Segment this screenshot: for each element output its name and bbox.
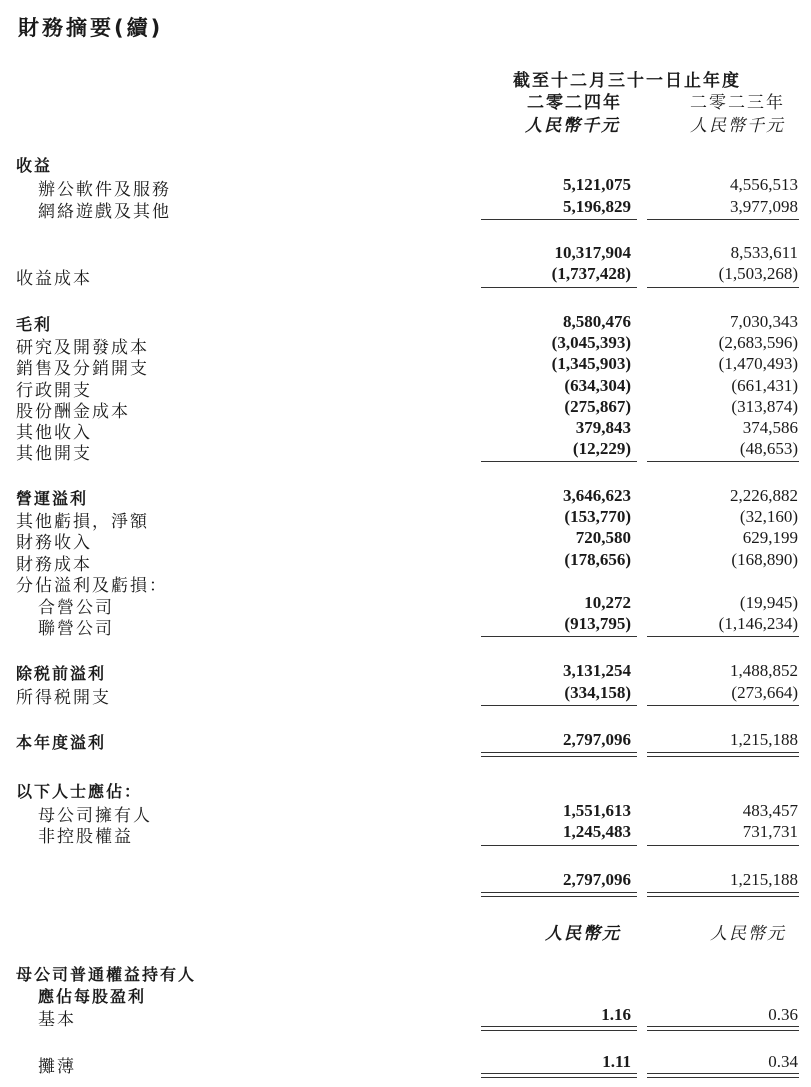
value-2024: 3,646,623 bbox=[563, 486, 631, 505]
year-2023-header: 二零二三年 bbox=[690, 93, 785, 113]
value-2023: (48,653) bbox=[739, 439, 798, 458]
double-divider bbox=[647, 1073, 799, 1078]
value-2024: 10,317,904 bbox=[554, 243, 631, 262]
row-label: 網絡遊戲及其他 bbox=[38, 202, 171, 222]
table-row bbox=[0, 801, 811, 826]
row-label: 合營公司 bbox=[38, 598, 114, 618]
value-2024: 1,245,483 bbox=[563, 822, 631, 841]
value-2024: 720,580 bbox=[575, 528, 631, 547]
value-2023: (2,683,596) bbox=[718, 333, 798, 352]
value-2024: (334,158) bbox=[564, 683, 631, 702]
double-divider bbox=[481, 1026, 637, 1031]
table-row bbox=[0, 418, 811, 443]
divider bbox=[647, 219, 799, 220]
double-divider bbox=[481, 752, 637, 757]
divider bbox=[481, 219, 637, 220]
value-2024: 2,797,096 bbox=[563, 730, 631, 749]
row-label: 母公司普通權益持有人 bbox=[16, 965, 197, 984]
value-2023: (661,431) bbox=[731, 376, 798, 395]
table-row bbox=[0, 870, 811, 892]
row-label: 收益 bbox=[16, 156, 53, 175]
divider bbox=[647, 287, 799, 288]
row-label: 基本 bbox=[38, 1010, 76, 1030]
value-2023: 4,556,513 bbox=[730, 175, 798, 194]
row-label: 其他收入 bbox=[16, 423, 92, 443]
row-label: 非控股權益 bbox=[38, 827, 133, 847]
value-2024: (275,867) bbox=[564, 397, 631, 416]
value-2024: 2,797,096 bbox=[563, 870, 631, 889]
row-label: 聯營公司 bbox=[38, 619, 114, 639]
row-label: 除税前溢利 bbox=[16, 664, 107, 683]
divider bbox=[481, 845, 637, 846]
value-2023: 1,215,188 bbox=[730, 870, 798, 889]
row-label: 毛利 bbox=[16, 315, 53, 334]
value-2024: (634,304) bbox=[564, 376, 631, 395]
row-label: 應佔每股盈利 bbox=[38, 987, 147, 1006]
row-label: 其他開支 bbox=[16, 444, 92, 464]
value-2024: 1.16 bbox=[601, 1005, 631, 1024]
row-label: 其他虧損，淨額 bbox=[16, 512, 149, 532]
value-2023: 7,030,343 bbox=[730, 312, 798, 331]
row-label: 營運溢利 bbox=[16, 489, 89, 508]
row-label: 研究及開發成本 bbox=[16, 338, 149, 358]
revenue-heading-row bbox=[0, 153, 811, 175]
double-divider bbox=[647, 1026, 799, 1031]
table-row bbox=[0, 397, 811, 422]
table-row bbox=[0, 1005, 811, 1030]
table-row bbox=[0, 730, 811, 752]
double-divider bbox=[481, 892, 637, 897]
table-row bbox=[0, 264, 811, 289]
unit-2024-header: 人民幣千元 bbox=[525, 116, 620, 136]
value-2023: 2,226,882 bbox=[730, 486, 798, 505]
table-row bbox=[0, 528, 811, 553]
table-row bbox=[0, 571, 811, 596]
row-label: 銷售及分銷開支 bbox=[16, 359, 149, 379]
value-2024: 8,580,476 bbox=[563, 312, 631, 331]
table-row bbox=[0, 614, 811, 639]
value-2024: (913,795) bbox=[564, 614, 631, 633]
value-2023: (1,146,234) bbox=[718, 614, 798, 633]
value-2024: (1,737,428) bbox=[551, 264, 631, 283]
divider bbox=[647, 845, 799, 846]
divider bbox=[481, 636, 637, 637]
value-2024: 3,131,254 bbox=[563, 661, 631, 680]
row-label: 辦公軟件及服務 bbox=[38, 180, 171, 200]
row-label: 以下人士應佔： bbox=[16, 782, 143, 801]
double-divider bbox=[481, 1073, 637, 1078]
eps-heading-row bbox=[0, 962, 811, 984]
value-2024: 5,196,829 bbox=[563, 197, 631, 216]
value-2024: (3,045,393) bbox=[551, 333, 631, 352]
value-2023: 0.34 bbox=[768, 1052, 798, 1071]
eps-heading-row bbox=[0, 984, 811, 1006]
value-2023: 1,215,188 bbox=[730, 730, 798, 749]
value-2023: 0.36 bbox=[768, 1005, 798, 1024]
value-2024: 1,551,613 bbox=[563, 801, 631, 820]
table-row bbox=[0, 683, 811, 708]
row-label: 行政開支 bbox=[16, 381, 92, 401]
table-row bbox=[0, 486, 811, 508]
table-row bbox=[0, 312, 811, 334]
divider bbox=[481, 461, 637, 462]
table-row bbox=[0, 822, 811, 847]
table-row bbox=[0, 197, 811, 222]
value-2023: (168,890) bbox=[731, 550, 798, 569]
value-2023: 374,586 bbox=[742, 418, 798, 437]
table-row bbox=[0, 376, 811, 401]
table-row bbox=[0, 175, 811, 200]
table-row bbox=[0, 550, 811, 575]
value-2023: 8,533,611 bbox=[730, 243, 798, 262]
value-2024: 10,272 bbox=[584, 593, 631, 612]
double-divider bbox=[647, 752, 799, 757]
divider bbox=[647, 705, 799, 706]
value-2024: (153,770) bbox=[564, 507, 631, 526]
row-label: 分佔溢利及虧損： bbox=[16, 576, 168, 596]
value-2023: (32,160) bbox=[739, 507, 798, 526]
eps-unit-2023: 人民幣元 bbox=[710, 924, 786, 944]
year-2024-header: 二零二四年 bbox=[527, 93, 622, 113]
row-label: 財務成本 bbox=[16, 555, 92, 575]
table-row bbox=[0, 661, 811, 683]
value-2024: 5,121,075 bbox=[563, 175, 631, 194]
value-2023: 3,977,098 bbox=[730, 197, 798, 216]
value-2024: (1,345,903) bbox=[551, 354, 631, 373]
row-label: 本年度溢利 bbox=[16, 733, 107, 752]
table-row bbox=[0, 354, 811, 379]
value-2023: 1,488,852 bbox=[730, 661, 798, 680]
table-row bbox=[0, 1052, 811, 1077]
value-2023: (1,470,493) bbox=[718, 354, 798, 373]
row-label: 收益成本 bbox=[16, 269, 92, 289]
value-2023: 731,731 bbox=[742, 822, 798, 841]
value-2024: (178,656) bbox=[564, 550, 631, 569]
eps-unit-2024: 人民幣元 bbox=[545, 924, 621, 944]
table-row bbox=[0, 507, 811, 532]
row-label: 財務收入 bbox=[16, 533, 92, 553]
value-2023: (273,664) bbox=[731, 683, 798, 702]
period-header: 截至十二月三十一日止年度 bbox=[513, 71, 741, 91]
value-2023: 483,457 bbox=[742, 801, 798, 820]
row-label: 所得税開支 bbox=[16, 688, 111, 708]
value-2023: (1,503,268) bbox=[718, 264, 798, 283]
table-row bbox=[0, 243, 811, 265]
table-row bbox=[0, 593, 811, 618]
unit-2023-header: 人民幣千元 bbox=[690, 116, 785, 136]
value-2024: 1.11 bbox=[602, 1052, 631, 1071]
row-label: 母公司擁有人 bbox=[38, 806, 152, 826]
divider bbox=[647, 461, 799, 462]
value-2023: (313,874) bbox=[731, 397, 798, 416]
table-row bbox=[0, 333, 811, 358]
page-title: 財務摘要(續) bbox=[18, 16, 164, 40]
double-divider bbox=[647, 892, 799, 897]
value-2024: 379,843 bbox=[575, 418, 631, 437]
divider bbox=[481, 287, 637, 288]
row-label: 攤薄 bbox=[38, 1057, 76, 1077]
value-2023: 629,199 bbox=[742, 528, 798, 547]
value-2024: (12,229) bbox=[572, 439, 631, 458]
table-row bbox=[0, 439, 811, 464]
table-row bbox=[0, 779, 811, 801]
row-label: 股份酬金成本 bbox=[16, 402, 130, 422]
value-2023: (19,945) bbox=[739, 593, 798, 612]
divider bbox=[647, 636, 799, 637]
divider bbox=[481, 705, 637, 706]
